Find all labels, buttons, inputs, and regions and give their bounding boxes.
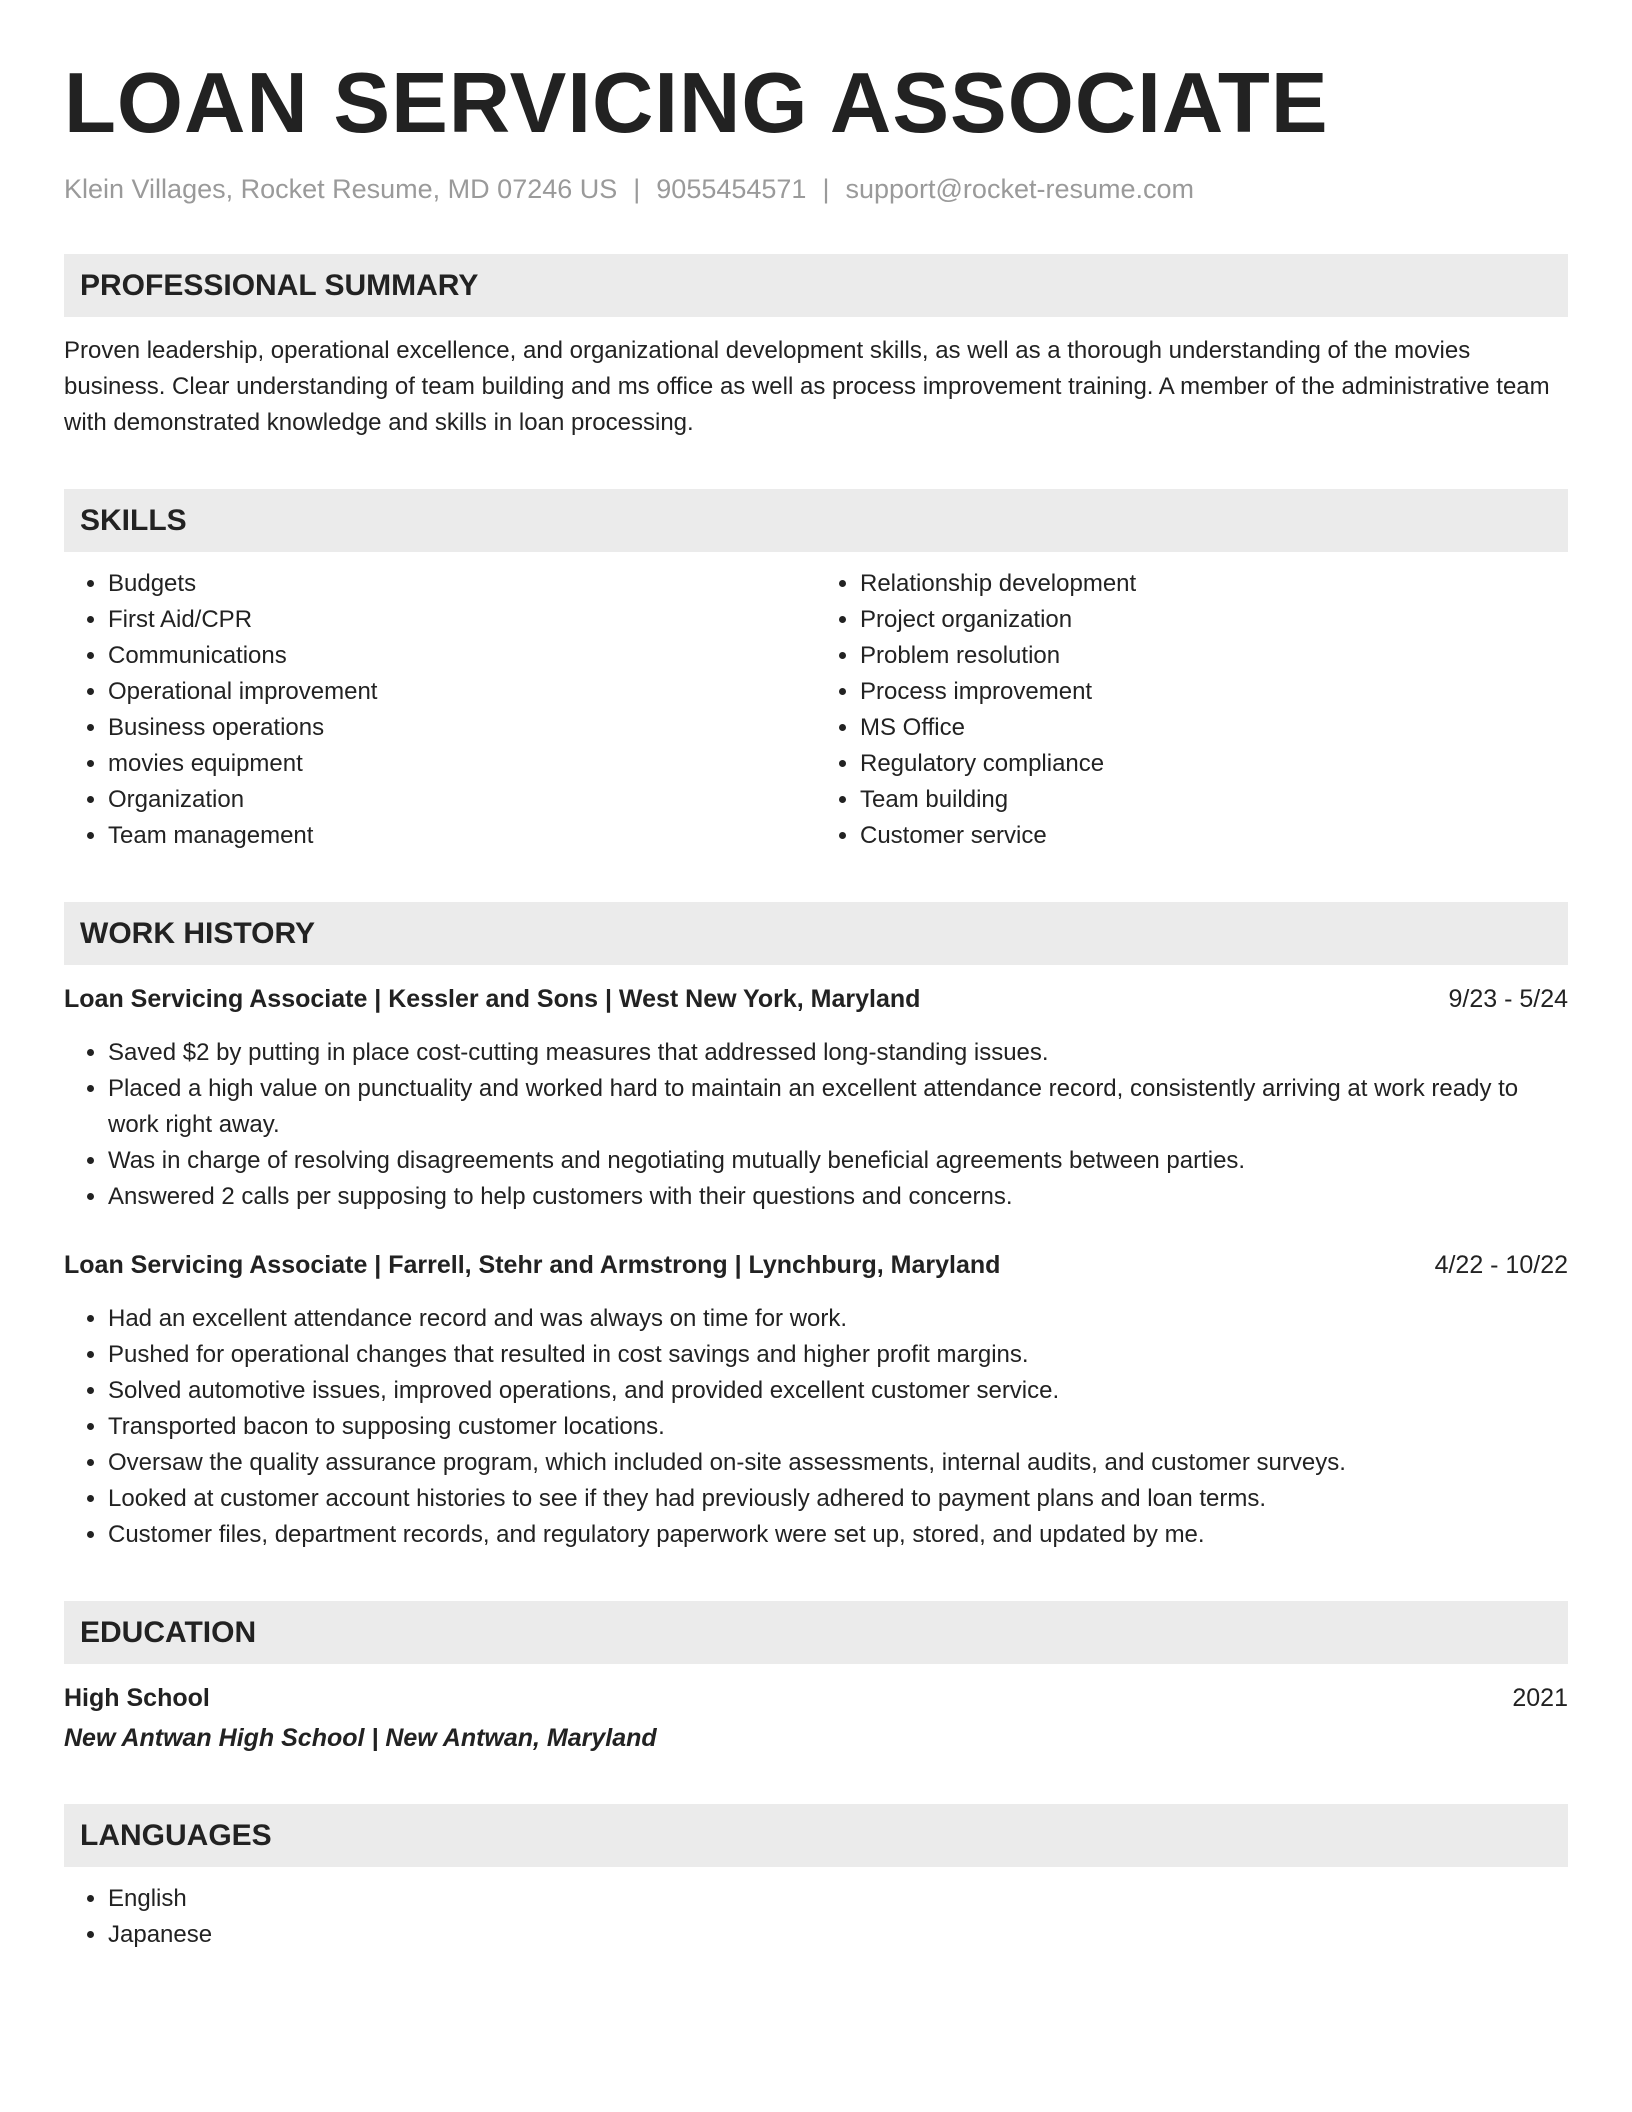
skills-column-right [816, 566, 1568, 854]
skill-item: • Process improvement [860, 674, 1568, 710]
skill-item: • MS Office [860, 710, 1568, 746]
address: Klein Villages, Rocket Resume, MD 07246 US [64, 174, 618, 204]
job-entry [64, 1247, 1568, 1553]
skill-item: • movies equipment [108, 746, 816, 782]
separator: | [633, 174, 641, 204]
job-dates: 9/23 - 5/24 [1448, 985, 1568, 1013]
job-bullet: • Transported bacon to supposing customer locations. [108, 1409, 1568, 1445]
skill-item: • Budgets [108, 566, 816, 602]
job-title: Loan Servicing Associate | Farrell, Stehr and Armstrong | Lynchburg, Maryland [64, 1251, 1001, 1279]
job-title-row [64, 981, 1568, 1017]
skill-item: • Customer service [860, 818, 1568, 854]
section-heading-summary: PROFESSIONAL SUMMARY [64, 254, 1568, 317]
job-bullet: • Was in charge of resolving disagreements and negotiating mutually beneficial agreements between parties. [108, 1143, 1568, 1179]
education-row [64, 1680, 1568, 1716]
education-year: 2021 [1512, 1684, 1568, 1712]
skill-item: • Relationship development [860, 566, 1568, 602]
language-item: • English [108, 1881, 1568, 1917]
job-bullet: • Customer files, department records, and regulatory paperwork were set up, stored, and updated by me. [108, 1517, 1568, 1553]
skill-item: • Regulatory compliance [860, 746, 1568, 782]
section-heading-work-history: WORK HISTORY [64, 902, 1568, 965]
job-bullet: • Saved $2 by putting in place cost-cutting measures that addressed long-standing issues. [108, 1035, 1568, 1071]
summary-text: Proven leadership, operational excellence, and organizational development skills, as well as a thorough understanding of the movies business. Clear understanding of team building and ms office as well as process improvement training. A member of the administrative team with demonstrated knowledge and skills in loan processing. [64, 337, 1550, 436]
job-title-row [64, 1247, 1568, 1283]
candidate-name: LOAN SERVICING ASSOCIATE [64, 56, 1329, 151]
job-bullet: • Looked at customer account histories to see if they had previously adhered to payment plans and loan terms. [108, 1481, 1568, 1517]
job-bullets [64, 1035, 1568, 1215]
skill-item: • Communications [108, 638, 816, 674]
skill-item: • Project organization [860, 602, 1568, 638]
section-heading-skills: SKILLS [64, 489, 1568, 552]
contact-line [64, 172, 1568, 206]
job-bullet: • Answered 2 calls per supposing to help customers with their questions and concerns. [108, 1179, 1568, 1215]
job-dates: 4/22 - 10/22 [1434, 1251, 1568, 1279]
job-title: Loan Servicing Associate | Kessler and Sons | West New York, Maryland [64, 985, 921, 1013]
job-bullet: • Pushed for operational changes that resulted in cost savings and higher profit margins. [108, 1337, 1568, 1373]
language-item: • Japanese [108, 1917, 1568, 1953]
skill-item: • Organization [108, 782, 816, 818]
skill-item: • Team management [108, 818, 816, 854]
email: support@rocket-resume.com [845, 174, 1194, 204]
job-bullet: • Had an excellent attendance record and was always on time for work. [108, 1301, 1568, 1337]
skill-item: • First Aid/CPR [108, 602, 816, 638]
skill-item: • Problem resolution [860, 638, 1568, 674]
job-bullet: • Solved automotive issues, improved operations, and provided excellent customer service. [108, 1373, 1568, 1409]
job-bullet: • Placed a high value on punctuality and worked hard to maintain an excellent attendance record, consistently arriving at work ready to work right away. [108, 1071, 1568, 1143]
separator: | [822, 174, 830, 204]
section-heading-languages: LANGUAGES [64, 1804, 1568, 1867]
languages-list [64, 1881, 1568, 1953]
skill-item: • Team building [860, 782, 1568, 818]
skills-list [64, 566, 1568, 854]
job-entry [64, 981, 1568, 1215]
skill-item: • Business operations [108, 710, 816, 746]
job-bullets [64, 1301, 1568, 1553]
skill-item: • Operational improvement [108, 674, 816, 710]
skills-column-left [64, 566, 816, 854]
education-school: New Antwan High School | New Antwan, Maryland [64, 1724, 657, 1752]
phone: 9055454571 [656, 174, 807, 204]
job-bullet: • Oversaw the quality assurance program, which included on-site assessments, internal audits, and customer surveys. [108, 1445, 1568, 1481]
education-degree: High School [64, 1684, 210, 1712]
section-heading-education: EDUCATION [64, 1601, 1568, 1664]
